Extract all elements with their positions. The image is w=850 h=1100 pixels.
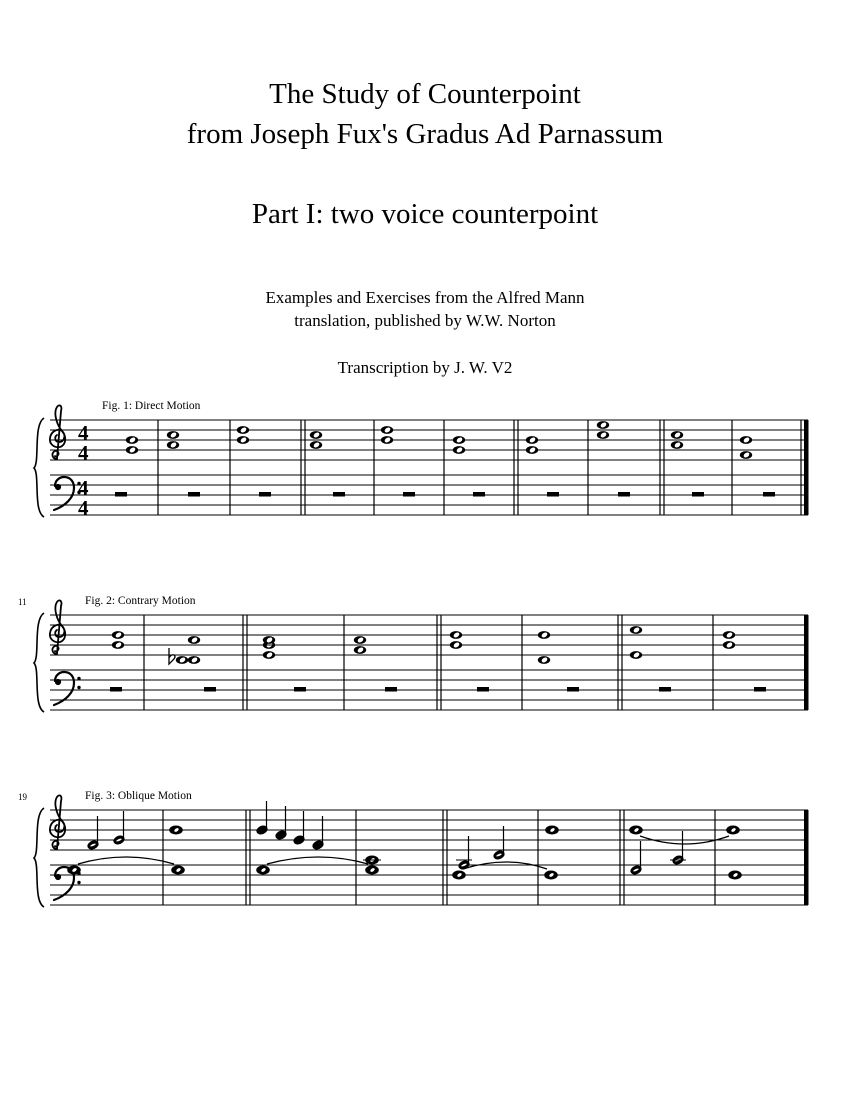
credits-line-1: Examples and Exercises from the Alfred Mann [265,288,585,307]
system-1 [34,405,809,520]
time-sig-treble-upper: 4 [78,421,89,445]
credits-line-2: translation, published by W.W. Norton [294,311,556,330]
system-3 [34,795,809,907]
time-sig-treble-lower: 4 [78,441,89,465]
system-1-treble-staff [50,420,808,460]
measure-number-19: 19 [18,792,27,802]
measure-number-11: 11 [18,597,27,607]
system-1-rests [115,492,775,497]
system-2-final-barline [804,615,809,710]
system-2-treble-staff [50,615,808,655]
figure-2-label: Fig. 2: Contrary Motion [85,595,196,607]
title-line-1: The Study of Counterpoint [269,78,581,110]
system-3-bass-staff [50,865,808,905]
transcription-credit: Transcription by J. W. V2 [337,358,513,377]
time-sig-bass-upper: 4 [78,476,89,500]
figure-3-label: Fig. 3: Oblique Motion [85,790,192,802]
system-1-time-signature [78,421,89,520]
figure-1-label: Fig. 1: Direct Motion [102,400,201,412]
system-2-brace [34,613,44,712]
system-3-bass-notes [68,831,741,879]
system-3-treble-notes [87,801,739,870]
system-1-brace [34,418,44,517]
time-sig-bass-lower: 4 [78,496,89,520]
system-1-final-barline [804,420,809,515]
system-2-treble-clef [50,600,65,654]
system-3-brace [34,808,44,907]
system-3-final-barline [804,810,809,905]
system-3-ties [78,836,729,869]
system-1-treble-clef [50,405,65,459]
system-2-bass-staff [50,670,808,710]
system-2-rests [110,687,766,692]
system-3-treble-clef [50,795,65,849]
title-line-2: from Joseph Fux's Gradus Ad Parnassum [186,118,664,150]
system-2-barlines [144,615,713,710]
part-title: Part I: two voice counterpoint [251,198,599,230]
system-3-barlines [163,810,715,905]
system-2 [34,600,809,712]
system-1-barlines [158,420,801,515]
